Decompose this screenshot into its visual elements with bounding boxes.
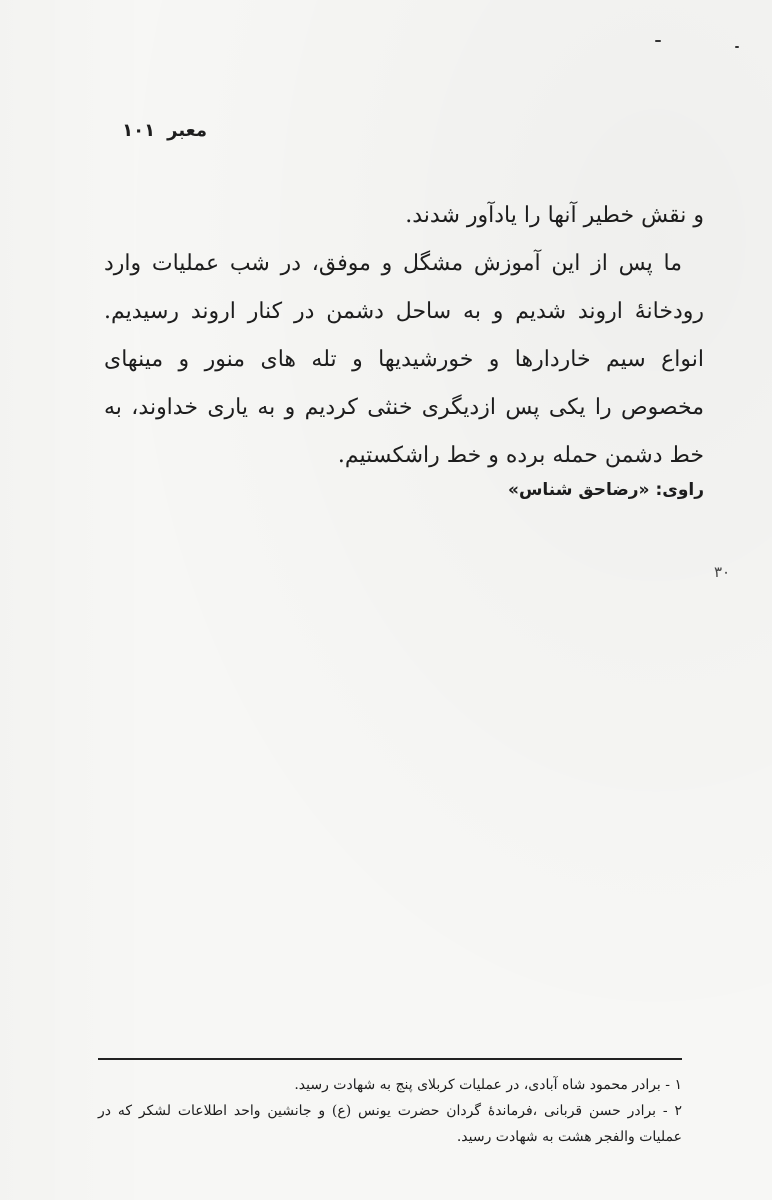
paragraph-1: و نقش خطیر آنها را یادآور شدند.	[405, 203, 704, 228]
footnotes	[98, 1072, 682, 1150]
body-text	[104, 192, 704, 480]
footnote-2: ۲ - برادر حسن قربانی ،فرماندهٔ گردان حضرت یونس (ع) و جانشین واحد اطلاعات لشکر که در عملیات والفجر هشت به شهادت رسید.	[98, 1103, 682, 1145]
page-header	[122, 120, 207, 141]
footnote-divider	[98, 1058, 682, 1060]
ink-speck	[735, 46, 739, 48]
footnote-1: ۱ - برادر محمود شاه آبادی، در عملیات کربلای پنج به شهادت رسید.	[294, 1077, 682, 1093]
paragraph-2: ما پس از این آموزش مشگل و موفق، در شب عملیات وارد رودخانهٔ اروند شدیم و به ساحل دشمن در کنار اروند رسیدیم. انواع سیم خاردارها و خورشیدیها و تله های منور و مینهای مخصوص را یکی پس ازدیگری خنثی کردیم و به یاری خداوند، به خط دشمن حمله برده و خط راشکستیم.	[104, 251, 704, 468]
margin-mark: ۳۰	[714, 563, 731, 581]
ink-speck	[655, 40, 661, 42]
running-title: معبر	[167, 120, 207, 141]
narrator-credit: راوی: «رضاحق شناس»	[507, 480, 704, 500]
page-number: ۱۰۱	[122, 120, 156, 141]
